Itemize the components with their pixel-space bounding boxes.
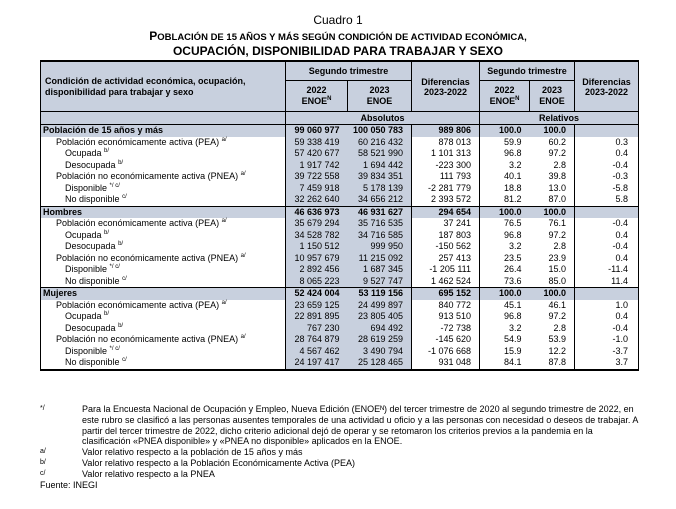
footnote: */ Para la Encuesta Nacional de Ocupación y Empleo, Nueva Edición (ENOEᴺ) del tercer trimestre de 2020 al segundo trimestre de 2022, en este rubro se clasificó a las personas ausentes temporales de una actividad u oficio y a las personas con necesidad o deseos de trabajar. A partir del tercer trimestre de 2022, dicho criterio adicional dejó de operar y se retomaron los criterios previos a la pandemia en la clasificación «PNEA disponible» y «PNEA no disponible» aplicados en la ENOE. xyxy=(40,404,638,447)
table-row xyxy=(41,206,639,218)
cell-abs-2023: 5 178 139 xyxy=(348,183,412,195)
cell-abs-2022: 2 892 456 xyxy=(286,264,348,276)
table-row xyxy=(41,276,639,288)
cell-abs-diff: 913 510 xyxy=(412,311,480,323)
cell-rel-diff: 5.8 xyxy=(575,194,639,206)
relativos-header: Relativos xyxy=(480,112,639,125)
cell-abs-2022: 24 197 417 xyxy=(286,357,348,370)
cell-abs-diff: 257 413 xyxy=(412,253,480,265)
cell-rel-2023: 12.2 xyxy=(548,345,567,356)
cell-rel-2022: 96.8 xyxy=(480,230,530,242)
cell-abs-2023: 58 521 990 xyxy=(348,148,412,160)
table-row xyxy=(41,253,639,265)
row-label: No disponible $^{c/}$ xyxy=(41,276,286,288)
absolutos-header: Absolutos xyxy=(286,112,480,125)
cell-abs-diff: -1 076 668 xyxy=(412,346,480,358)
table-row xyxy=(41,346,639,358)
cell-rel-2023: 23.9 xyxy=(548,252,567,263)
col-2022-rel: 2022 $ENOE^N$ xyxy=(480,81,530,112)
cell-abs-2022: 39 722 558 xyxy=(286,171,348,183)
cell-abs-2023: 9 527 747 xyxy=(348,276,412,288)
row-label: No disponible $^{c/}$ xyxy=(41,357,286,370)
cell-rel-2022: 100.0 xyxy=(480,288,530,300)
cell-rel-2022: 73.6 xyxy=(480,276,530,288)
cell-rel-2022: 84.1 xyxy=(480,357,530,370)
footnotes xyxy=(40,404,640,490)
cell-rel-2022: 3.2 xyxy=(480,323,530,335)
row-label: Población económicamente activa (PEA) $^{a/}$ xyxy=(41,137,286,149)
cell-rel-2023: 53.9 xyxy=(548,334,567,344)
cell-rel-diff: 0.3 xyxy=(575,137,639,149)
row-label: Desocupada $^{b/}$ xyxy=(41,160,286,172)
diferencias-abs-header: Diferencias 2023-2022 xyxy=(412,61,480,112)
cell-rel-2022: 59.9 xyxy=(480,137,530,149)
cell-rel-2023: 85.0 xyxy=(548,275,567,286)
cell-abs-2023: 1 694 442 xyxy=(348,160,412,172)
cell-rel-diff: -11.4 xyxy=(575,264,639,276)
row-label: Población no económicamente activa (PNEA) $^{a/}$ xyxy=(41,253,286,265)
cell-rel-diff: 11.4 xyxy=(575,276,639,288)
cell-abs-2023: 53 119 156 xyxy=(348,288,412,300)
diferencias-rel-header: Diferencias 2023-2022 xyxy=(575,61,639,112)
cell-abs-2022: 46 636 973 xyxy=(286,206,348,218)
cell-rel-diff xyxy=(575,125,639,137)
cell-rel-diff: 0.4 xyxy=(575,311,639,323)
cell-rel-2023: 60.2 xyxy=(548,136,567,147)
footnote: b/ Valor relativo respecto a la Población Económicamente Activa (PEA) xyxy=(40,457,355,468)
cell-rel-2023: 76.1 xyxy=(548,218,567,228)
cell-abs-2022: 28 764 879 xyxy=(286,334,348,346)
table-row xyxy=(41,357,639,370)
row-label: Ocupada $^{b/}$ xyxy=(41,148,286,160)
cell-abs-2023: 28 619 259 xyxy=(348,334,412,346)
cell-abs-2023: 1 687 345 xyxy=(348,264,412,276)
source-note: Fuente: INEGI xyxy=(40,479,98,490)
cell-abs-diff: 1 462 524 xyxy=(412,276,480,288)
cell-rel-2023: 15.0 xyxy=(548,264,567,274)
cell-abs-2023: 60 216 432 xyxy=(348,137,412,149)
cell-rel-diff: 3.7 xyxy=(575,357,639,370)
cell-abs-2023: 34 656 212 xyxy=(348,194,412,206)
table-row xyxy=(41,171,639,183)
cell-abs-diff: 37 241 xyxy=(412,218,480,230)
cell-abs-2023: 100 050 783 xyxy=(348,125,412,137)
cell-rel-2022: 81.2 xyxy=(480,194,530,206)
cell-abs-2022: 1 917 742 xyxy=(286,160,348,172)
cell-abs-2022: 99 060 977 xyxy=(286,125,348,137)
cell-rel-2022: 100.0 xyxy=(480,125,530,137)
cell-rel-2023: 2.8 xyxy=(553,159,567,170)
cell-rel-2022: 26.4 xyxy=(480,264,530,276)
cell-abs-2023: 999 950 xyxy=(348,241,412,253)
cell-abs-2022: 32 262 640 xyxy=(286,194,348,206)
cell-rel-diff xyxy=(575,288,639,300)
cell-abs-2023: 34 716 585 xyxy=(348,230,412,242)
cell-rel-2022: 18.8 xyxy=(480,183,530,195)
cell-abs-2023: 46 931 627 xyxy=(348,206,412,218)
cell-abs-diff: 187 803 xyxy=(412,230,480,242)
cell-abs-diff: 695 152 xyxy=(412,288,480,300)
cell-abs-2022: 22 891 895 xyxy=(286,311,348,323)
row-label: Ocupada $^{b/}$ xyxy=(41,311,286,323)
table-row xyxy=(41,334,639,346)
cell-rel-2022: 15.9 xyxy=(480,346,530,358)
cell-abs-diff: -72 738 xyxy=(412,323,480,335)
cell-abs-diff: 878 013 xyxy=(412,137,480,149)
row-label: Población económicamente activa (PEA) $^{a/}$ xyxy=(41,218,286,230)
cell-rel-diff: -0.4 xyxy=(575,323,639,335)
table-row xyxy=(41,125,639,137)
cell-abs-diff: 111 793 xyxy=(412,171,480,183)
cell-abs-2023: 23 805 405 xyxy=(348,311,412,323)
table-row xyxy=(41,241,639,253)
statistics-table xyxy=(40,60,639,371)
row-label: Disponible $^{*/ c/}$ xyxy=(41,264,286,276)
row-label: Población no económicamente activa (PNEA) $^{a/}$ xyxy=(41,171,286,183)
cell-rel-diff: 0.4 xyxy=(575,230,639,242)
col-2022-abs: 2022 $ENOE^N$ xyxy=(286,81,348,112)
cell-abs-diff: 294 654 xyxy=(412,206,480,218)
table-title-line1 xyxy=(0,29,676,43)
cell-abs-2023: 694 492 xyxy=(348,323,412,335)
cell-abs-diff: -145 620 xyxy=(412,334,480,346)
row-label: Población no económicamente activa (PNEA) $^{a/}$ xyxy=(41,334,286,346)
table-row xyxy=(41,148,639,160)
cell-abs-2023: 11 215 092 xyxy=(348,253,412,265)
cell-abs-2022: 8 065 223 xyxy=(286,276,348,288)
cell-abs-2023: 25 128 465 xyxy=(348,357,412,370)
title-initial: P xyxy=(149,29,158,43)
cell-rel-2023: 100.0 xyxy=(530,125,575,137)
table-number: Cuadro 1 xyxy=(313,13,363,27)
cell-abs-diff: 840 772 xyxy=(412,300,480,312)
segundo-trimestre-abs-header: Segundo trimestre xyxy=(286,61,412,81)
table-title-line2: OCUPACIÓN, DISPONIBILIDAD PARA TRABAJAR Y SEXO xyxy=(172,44,504,58)
cell-rel-2023: 87.8 xyxy=(530,357,575,370)
row-label: No disponible $^{c/}$ xyxy=(41,194,286,206)
row-label: Ocupada $^{b/}$ xyxy=(41,230,286,242)
table-row xyxy=(41,323,639,335)
cell-abs-diff: 931 048 xyxy=(412,357,480,370)
cell-abs-diff: -2 281 779 xyxy=(412,183,480,195)
cell-rel-2023: 39.8 xyxy=(548,171,567,181)
cell-abs-2023: 24 499 897 xyxy=(348,300,412,312)
cell-abs-diff: -223 300 xyxy=(412,160,480,172)
title-rest: OBLACIÓN DE 15 AÑOS Y MÁS SEGÚN CONDICIÓN DE ACTIVIDAD ECONÓMICA, xyxy=(157,32,527,43)
cell-abs-2022: 34 528 782 xyxy=(286,230,348,242)
cell-rel-2022: 23.5 xyxy=(480,253,530,265)
segundo-trimestre-rel-header: Segundo trimestre xyxy=(480,61,575,81)
cell-rel-diff: -0.4 xyxy=(575,241,639,253)
footnote: a/ Valor relativo respecto a la población de 15 años y más xyxy=(40,447,303,458)
cell-rel-2022: 3.2 xyxy=(480,241,530,253)
cell-abs-diff: 989 806 xyxy=(412,125,480,137)
cell-rel-2022: 3.2 xyxy=(480,160,530,172)
cell-rel-2022: 96.8 xyxy=(480,311,530,323)
cell-rel-2022: 100.0 xyxy=(480,206,530,218)
table-row xyxy=(41,218,639,230)
table-row xyxy=(41,194,639,206)
cell-abs-2023: 39 834 351 xyxy=(348,171,412,183)
footnote: c/ Valor relativo respecto a la PNEA xyxy=(40,468,215,479)
col-2023-rel: 2023 ENOE xyxy=(530,81,575,112)
cell-rel-diff: -0.4 xyxy=(575,218,639,230)
cell-rel-2022: 96.8 xyxy=(480,148,530,160)
cell-abs-2022: 767 230 xyxy=(286,323,348,335)
cell-abs-2022: 35 679 294 xyxy=(286,218,348,230)
row-label: Población económicamente activa (PEA) $^{a/}$ xyxy=(41,300,286,312)
cell-rel-2023: 13.0 xyxy=(548,182,567,193)
cell-abs-2023: 3 490 794 xyxy=(348,346,412,358)
cell-rel-2023: 97.2 xyxy=(548,311,567,321)
cell-abs-2022: 1 150 512 xyxy=(286,241,348,253)
cell-abs-diff: 1 101 313 xyxy=(412,148,480,160)
cell-rel-2022: 54.9 xyxy=(480,334,530,346)
cell-abs-diff: -150 562 xyxy=(412,241,480,253)
cell-rel-2023: 2.8 xyxy=(553,322,567,333)
cell-rel-2023: 97.2 xyxy=(548,148,567,158)
cell-rel-diff: -1.0 xyxy=(575,334,639,346)
cell-rel-2023: 97.2 xyxy=(548,229,567,240)
cell-rel-diff: 0.4 xyxy=(575,148,639,160)
cell-rel-2023: 2.8 xyxy=(553,241,567,251)
cell-rel-diff: -0.4 xyxy=(575,160,639,172)
cell-rel-2023: 46.1 xyxy=(548,299,567,310)
cell-abs-2022: 57 420 677 xyxy=(286,148,348,160)
table-row xyxy=(41,230,639,242)
cell-abs-2022: 59 338 419 xyxy=(286,137,348,149)
cell-abs-2022: 4 567 462 xyxy=(286,346,348,358)
cell-rel-2023: 100.0 xyxy=(530,288,575,300)
table-row xyxy=(41,300,639,312)
cell-rel-diff: 0.4 xyxy=(575,253,639,265)
table-row xyxy=(41,183,639,195)
cell-abs-2022: 23 659 125 xyxy=(286,300,348,312)
row-label: Desocupada $^{b/}$ xyxy=(41,323,286,335)
table-row xyxy=(41,264,639,276)
row-label-header: Condición de actividad económica, ocupación, disponibilidad para trabajar y sexo xyxy=(41,61,286,112)
row-label: Población de 15 años y más xyxy=(41,125,286,137)
row-label: Disponible $^{*/ c/}$ xyxy=(41,183,286,195)
cell-abs-2022: 10 957 679 xyxy=(286,253,348,265)
cell-rel-diff xyxy=(575,206,639,218)
cell-rel-diff: 1.0 xyxy=(575,300,639,312)
cell-rel-2022: 40.1 xyxy=(480,171,530,183)
cell-rel-diff: -5.8 xyxy=(575,183,639,195)
cell-rel-2022: 76.5 xyxy=(480,218,530,230)
table-row xyxy=(41,137,639,149)
table-row xyxy=(41,311,639,323)
col-2023-abs: 2023 ENOE xyxy=(348,81,412,112)
cell-abs-2022: 7 459 918 xyxy=(286,183,348,195)
row-label: Mujeres xyxy=(41,288,286,300)
table-row xyxy=(41,160,639,172)
table-row xyxy=(41,288,639,300)
cell-abs-2022: 52 424 004 xyxy=(286,288,348,300)
row-label: Hombres xyxy=(41,206,286,218)
cell-abs-2023: 35 716 535 xyxy=(348,218,412,230)
cell-rel-diff: -0.3 xyxy=(575,171,639,183)
cell-abs-diff: 2 393 572 xyxy=(412,194,480,206)
row-label: Disponible $^{*/ c/}$ xyxy=(41,346,286,358)
cell-rel-diff: -3.7 xyxy=(575,346,639,358)
cell-rel-2023: 100.0 xyxy=(530,206,575,218)
row-label: Desocupada $^{b/}$ xyxy=(41,241,286,253)
cell-rel-2023: 87.0 xyxy=(548,194,567,204)
cell-abs-diff: -1 205 111 xyxy=(412,264,480,276)
cell-rel-2022: 45.1 xyxy=(480,300,530,312)
